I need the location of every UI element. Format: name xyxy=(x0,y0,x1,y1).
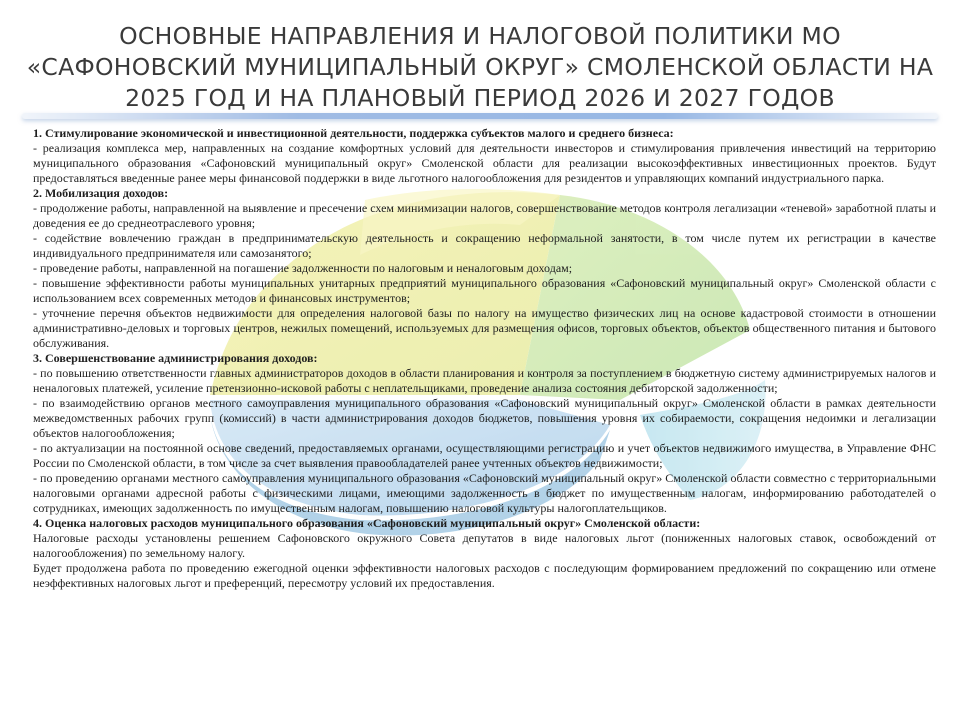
page-title xyxy=(20,21,940,114)
title-line-1: ОСНОВНЫЕ НАПРАВЛЕНИЯ И НАЛОГОВОЙ ПОЛИТИКИ МО xyxy=(119,22,841,50)
section-2-item-1: - продолжение работы, направленной на выявление и пресечение схем минимизации налогов, совершенствование методов контроля легализации «теневой» заработной платы и доведения ее до среднеотраслевого уровня; xyxy=(33,201,936,230)
section-3-item-3: - по актуализации на постоянной основе сведений, предоставляемых органами, осуществляющими регистрацию и учет объектов недвижимого имущества, в Управление ФНС России по Смоленской области, в том числе за счет выявления правообладателей ранее учтенных объектов недвижимости; xyxy=(33,441,936,470)
section-2-heading: 2. Мобилизация доходов: xyxy=(33,186,169,200)
section-2-item-5: - уточнение перечня объектов недвижимости для определения налоговой базы по налогу на имущество физических лиц на основе кадастровой стоимости в отношении административно-деловых и торговых центров, нежилых помещений, используемых для размещения офисов, торговых объектов, объектов общественного питания и бытового обслуживания. xyxy=(33,306,936,350)
section-3-heading: 3. Совершенствование администрирования доходов: xyxy=(33,351,318,365)
section-2-item-2: - содействие вовлечению граждан в предпринимательскую деятельность и сокращению неформальной занятости, в том числе путем их регистрации в качестве индивидуального предпринимателя или самозанятого; xyxy=(33,231,936,260)
section-3-item-4: - по проведению органами местного самоуправления муниципального образования «Сафоновский муниципальный округ» Смоленской области совместно с территориальными налоговыми органами адресной работы с физическими лицами, имеющими задолженность в бюджет по имущественным налогам, информированию работодателей о сотрудниках, имеющих задолженность по имущественным налогам, повышению налоговой культуры налогоплательщиков. xyxy=(33,471,936,515)
section-1-item-1: - реализация комплекса мер, направленных на создание комфортных условий для деятельности инвесторов и стимулирования привлечения инвестиций на территорию муниципального образования «Сафоновский муниципальный округ» Смоленской области для реализации высокоэффективных инвестиционных проектов. Будут предоставляться введенные ранее меры финансовой поддержки в виде льготного налогообложения для резидентов и управляющих компаний индустриального парка. xyxy=(33,141,936,185)
title-divider xyxy=(22,113,938,119)
title-line-3: 2025 ГОД И НА ПЛАНОВЫЙ ПЕРИОД 2026 И 2027 ГОДОВ xyxy=(125,84,835,112)
section-1-heading: 1. Стимулирование экономической и инвестиционной деятельности, поддержка субъектов малого и среднего бизнеса: xyxy=(33,126,674,140)
section-4-paragraph-1: Налоговые расходы установлены решением Сафоновского окружного Совета депутатов в виде налоговых льгот (пониженных налоговых ставок, освобождений от налогообложения) по земельному налогу. xyxy=(33,531,936,560)
title-line-2: «САФОНОВСКИЙ МУНИЦИПАЛЬНЫЙ ОКРУГ» СМОЛЕНСКОЙ ОБЛАСТИ НА xyxy=(26,53,934,81)
section-2-item-4: - повышение эффективности работы муниципальных унитарных предприятий муниципального образования «Сафоновский муниципальный округ» Смоленской области с использованием всех современных методов и финансовых инструментов; xyxy=(33,276,936,305)
section-3-item-1: - по повышению ответственности главных администраторов доходов в области планирования и контроля за поступлением в бюджетную систему администрируемых налогов и неналоговых платежей, усиление претензионно-исковой работы с неплательщиками, проведение анализа состояния дебиторской задолженности; xyxy=(33,366,936,395)
section-4-paragraph-2: Будет продолжена работа по проведению ежегодной оценки эффективности налоговых расходов с последующим формированием предложений по сокращению или отмене неэффективных налоговых льгот и преференций, пересмотру условий их предоставления. xyxy=(33,561,936,590)
section-2-item-3: - проведение работы, направленной на погашение задолженности по налоговым и неналоговым доходам; xyxy=(33,261,573,275)
section-4-heading: 4. Оценка налоговых расходов муниципального образования «Сафоновский муниципальный округ» Смоленской области: xyxy=(33,516,701,530)
section-3-item-2: - по взаимодействию органов местного самоуправления муниципального образования «Сафоновский муниципальный округ» Смоленской области в рамках деятельности межведомственных рабочих групп (комиссий) в части администрирования доходов бюджетов, повышения уровня их собираемости, сокращения недоимки и легализации объектов налогообложения; xyxy=(33,396,936,440)
document-body xyxy=(33,126,936,591)
